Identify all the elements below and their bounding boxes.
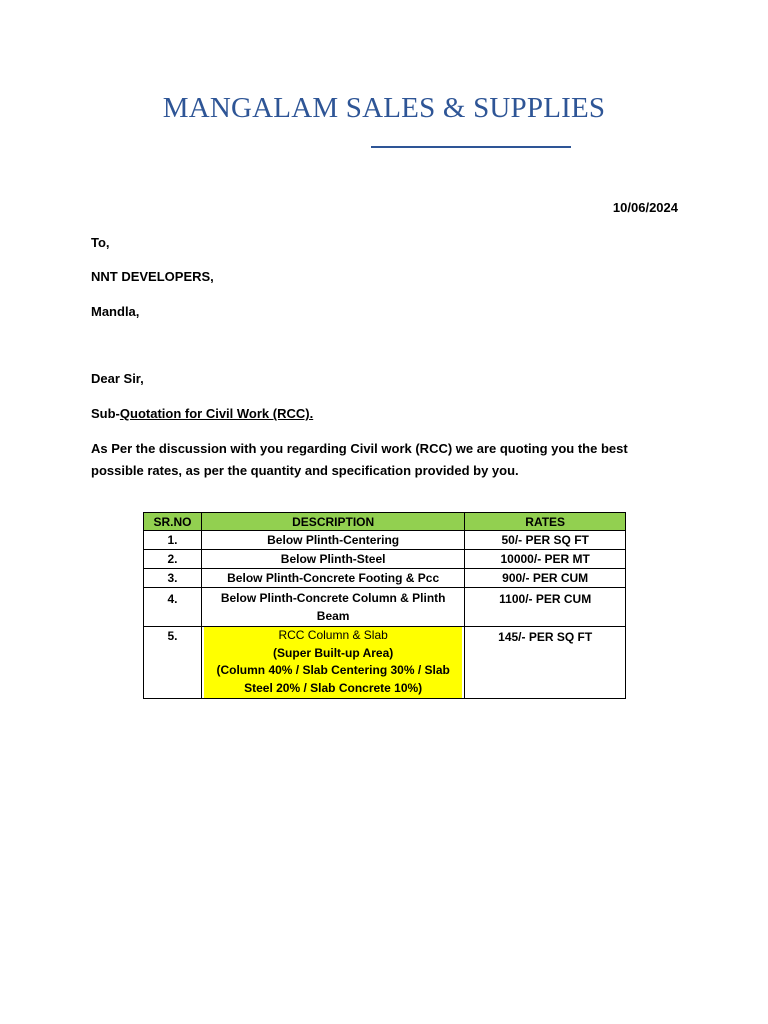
letter-date: 10/06/2024 [612, 200, 678, 215]
table-row [144, 531, 626, 550]
salutation: Dear Sir, [91, 371, 144, 386]
highlight-block [204, 627, 462, 698]
table-row [144, 569, 626, 588]
desc-line-2: (Super Built-up Area) [273, 645, 394, 660]
address-city: Mandla, [91, 304, 140, 319]
header-description: DESCRIPTION [201, 513, 464, 531]
cell-rate: 900/- PER CUM [465, 569, 626, 588]
table-row [144, 588, 626, 627]
cell-description: Below Plinth-Concrete Footing & Pcc [201, 569, 464, 588]
table-row [144, 627, 626, 699]
subject-text: Quotation for Civil Work (RCC). [119, 406, 314, 421]
cell-rate: 50/- PER SQ FT [465, 531, 626, 550]
cell-srno: 2. [144, 550, 202, 569]
desc-line-1: RCC Column & Slab [278, 628, 388, 642]
table-row [144, 550, 626, 569]
header-srno: SR.NO [144, 513, 202, 531]
subject-line [91, 406, 313, 421]
cell-srno: 5. [144, 627, 202, 699]
desc-line-3: (Column 40% / Slab Centering 30% / Slab Steel 20% / Slab Concrete 10%) [216, 663, 450, 695]
cell-description: Below Plinth-Concrete Column & Plinth Beam [201, 588, 464, 627]
subject-prefix: Sub- [91, 406, 120, 421]
cell-rate: 145/- PER SQ FT [465, 627, 626, 699]
cell-srno: 1. [144, 531, 202, 550]
rates-table [143, 512, 626, 699]
cell-description: Below Plinth-Centering [201, 531, 464, 550]
address-to: To, [91, 235, 110, 250]
cell-srno: 3. [144, 569, 202, 588]
header-rates: RATES [465, 513, 626, 531]
cell-rate: 10000/- PER MT [465, 550, 626, 569]
table-header-row [144, 513, 626, 531]
address-name: NNT DEVELOPERS, [91, 269, 214, 284]
company-title: MANGALAM SALES & SUPPLIES [162, 92, 606, 124]
cell-description: Below Plinth-Steel [201, 550, 464, 569]
intro-paragraph: As Per the discussion with you regarding Civil work (RCC) we are quoting you the best possible rates, as per the quantity and specification provided by you. [91, 441, 628, 478]
title-underline [371, 146, 571, 148]
cell-description-highlighted [201, 627, 464, 699]
cell-srno: 4. [144, 588, 202, 627]
cell-rate: 1100/- PER CUM [465, 588, 626, 627]
